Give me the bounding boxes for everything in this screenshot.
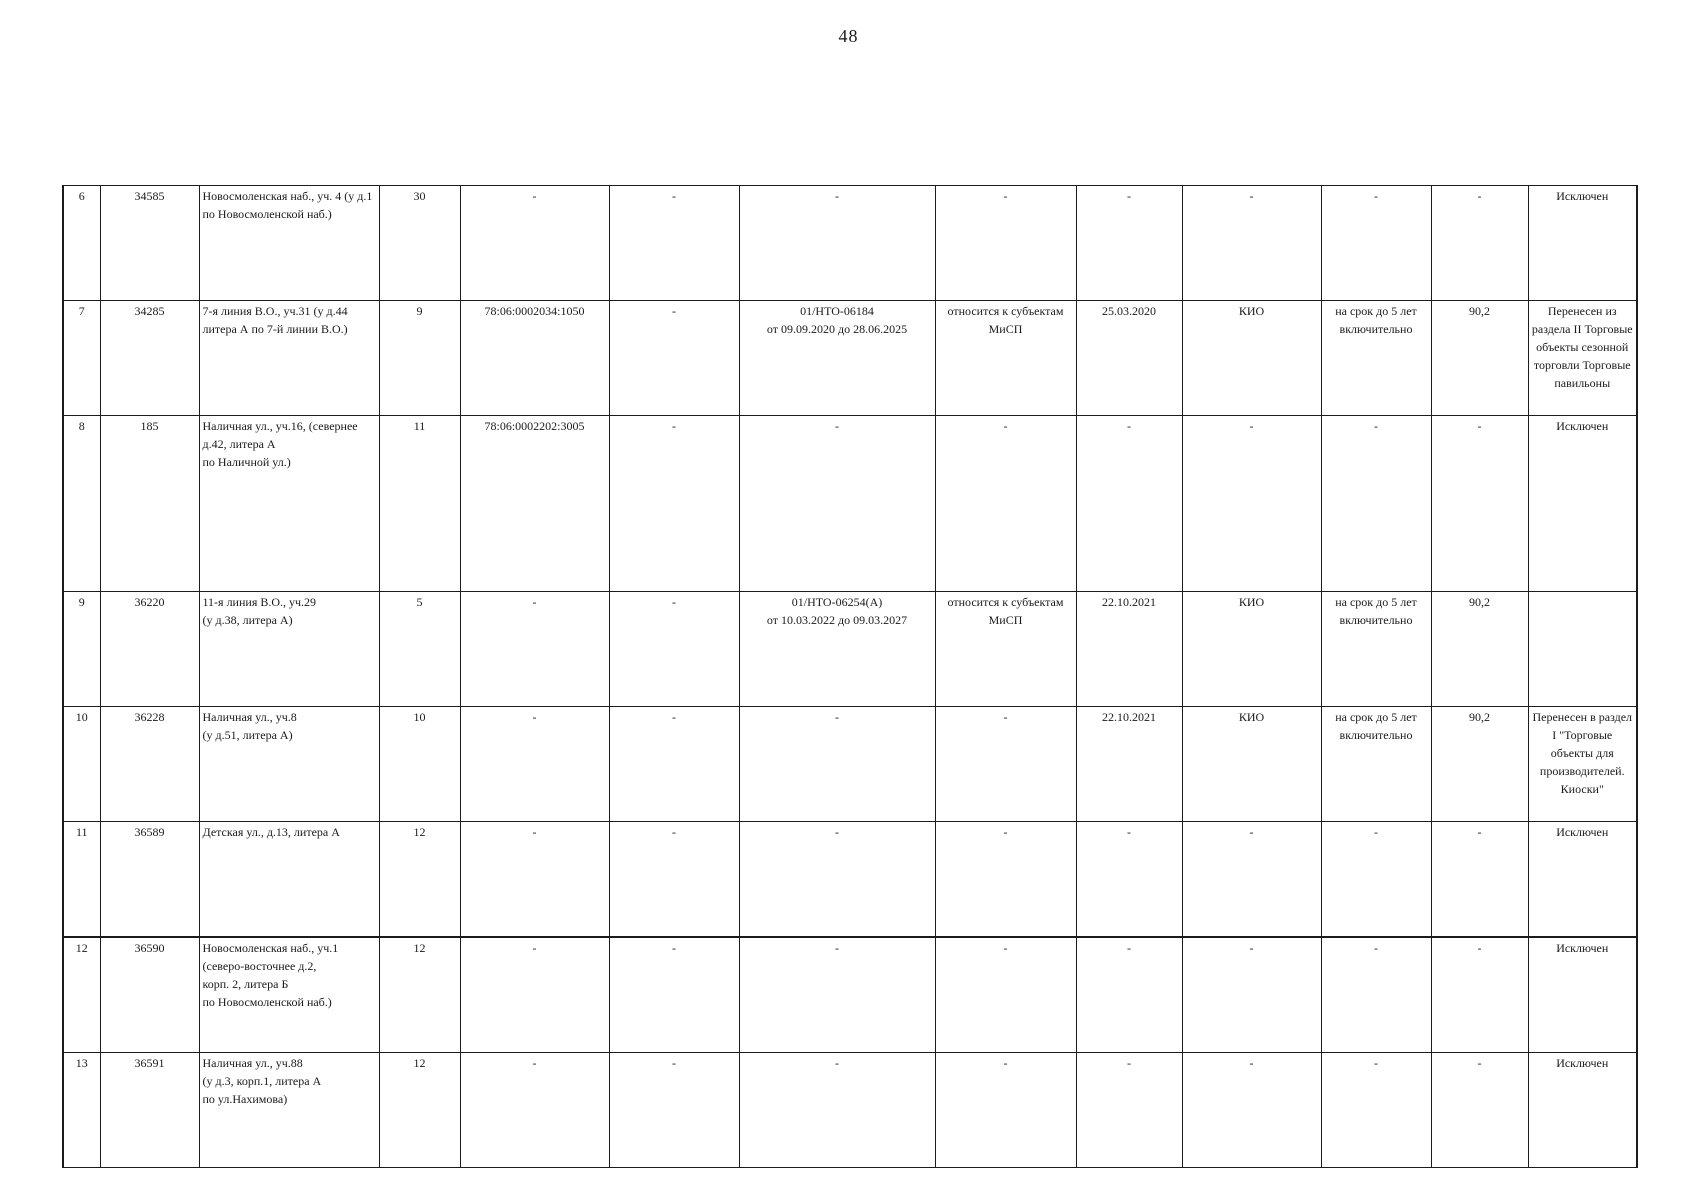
term-cell: - (1321, 1053, 1431, 1168)
percent-cell: 90,2 (1431, 301, 1528, 416)
object-id-cell: 185 (100, 416, 199, 592)
cadastre-cell: - (460, 1053, 609, 1168)
date-cell: 25.03.2020 (1076, 301, 1182, 416)
cadastre-cell: 78:06:0002202:3005 (460, 416, 609, 592)
row-number-cell: 7 (63, 301, 100, 416)
table-row (63, 301, 1637, 416)
area-cell: 12 (379, 1053, 460, 1168)
term-cell: на срок до 5 лет включительно (1321, 707, 1431, 822)
column-6-cell: - (609, 416, 739, 592)
contract-cell: - (739, 822, 935, 938)
contract-cell: 01/НТО-06254(А) от 10.03.2022 до 09.03.2027 (739, 592, 935, 707)
date-cell: 22.10.2021 (1076, 707, 1182, 822)
note-cell: Исключен (1528, 1053, 1637, 1168)
note-cell: Перенесен из раздела II Торговые объекты сезонной торговли Торговые павильоны (1528, 301, 1637, 416)
subject-cell: относится к субъектам МиСП (935, 592, 1076, 707)
date-cell: - (1076, 937, 1182, 1053)
column-6-cell: - (609, 301, 739, 416)
address-cell: Наличная ул., уч.16, (севернее д.42, литера А по Наличной ул.) (199, 416, 379, 592)
cadastre-cell: 78:06:0002034:1050 (460, 301, 609, 416)
term-cell: - (1321, 937, 1431, 1053)
row-number-cell: 9 (63, 592, 100, 707)
column-6-cell: - (609, 937, 739, 1053)
object-id-cell: 34585 (100, 186, 199, 301)
organ-cell: КИО (1182, 301, 1321, 416)
term-cell: - (1321, 822, 1431, 938)
contract-cell: - (739, 937, 935, 1053)
percent-cell: 90,2 (1431, 592, 1528, 707)
table-row (63, 707, 1637, 822)
organ-cell: КИО (1182, 707, 1321, 822)
object-id-cell: 36220 (100, 592, 199, 707)
object-id-cell: 36228 (100, 707, 199, 822)
percent-cell: 90,2 (1431, 707, 1528, 822)
address-cell: 7-я линия В.О., уч.31 (у д.44 литера А по 7-й линии В.О.) (199, 301, 379, 416)
row-number-cell: 10 (63, 707, 100, 822)
percent-cell: - (1431, 1053, 1528, 1168)
area-cell: 30 (379, 186, 460, 301)
column-6-cell: - (609, 1053, 739, 1168)
table-row (63, 937, 1637, 1053)
subject-cell: - (935, 822, 1076, 938)
address-cell: Новосмоленская наб., уч. 4 (у д.1 по Новосмоленской наб.) (199, 186, 379, 301)
date-cell: - (1076, 1053, 1182, 1168)
subject-cell: относится к субъектам МиСП (935, 301, 1076, 416)
term-cell: на срок до 5 лет включительно (1321, 592, 1431, 707)
note-cell: Исключен (1528, 416, 1637, 592)
note-cell: Исключен (1528, 186, 1637, 301)
contract-cell: - (739, 416, 935, 592)
organ-cell: - (1182, 1053, 1321, 1168)
subject-cell: - (935, 1053, 1076, 1168)
subject-cell: - (935, 416, 1076, 592)
page-number: 48 (838, 26, 859, 46)
note-cell: Исключен (1528, 937, 1637, 1053)
table-row (63, 1053, 1637, 1168)
date-cell: - (1076, 416, 1182, 592)
organ-cell: КИО (1182, 592, 1321, 707)
subject-cell: - (935, 186, 1076, 301)
organ-cell: - (1182, 822, 1321, 938)
column-6-cell: - (609, 707, 739, 822)
registry-body (63, 186, 1637, 1168)
table-row (63, 592, 1637, 707)
column-6-cell: - (609, 822, 739, 938)
note-cell (1528, 592, 1637, 707)
address-cell: 11-я линия В.О., уч.29 (у д.38, литера А) (199, 592, 379, 707)
organ-cell: - (1182, 186, 1321, 301)
address-cell: Детская ул., д.13, литера А (199, 822, 379, 938)
registry-table (62, 185, 1638, 1168)
column-6-cell: - (609, 592, 739, 707)
address-cell: Наличная ул., уч.88 (у д.3, корп.1, литера А по ул.Нахимова) (199, 1053, 379, 1168)
object-id-cell: 36591 (100, 1053, 199, 1168)
object-id-cell: 36590 (100, 937, 199, 1053)
percent-cell: - (1431, 822, 1528, 938)
table-row (63, 186, 1637, 301)
subject-cell: - (935, 707, 1076, 822)
contract-cell: - (739, 1053, 935, 1168)
contract-cell: - (739, 186, 935, 301)
percent-cell: - (1431, 186, 1528, 301)
term-cell: - (1321, 416, 1431, 592)
date-cell: - (1076, 822, 1182, 938)
area-cell: 9 (379, 301, 460, 416)
cadastre-cell: - (460, 822, 609, 938)
table-row (63, 416, 1637, 592)
note-cell: Перенесен в раздел I "Торговые объекты для производителей. Киоски" (1528, 707, 1637, 822)
address-cell: Наличная ул., уч.8 (у д.51, литера А) (199, 707, 379, 822)
row-number-cell: 12 (63, 937, 100, 1053)
cadastre-cell: - (460, 186, 609, 301)
percent-cell: - (1431, 937, 1528, 1053)
area-cell: 12 (379, 822, 460, 938)
table-row (63, 822, 1637, 938)
cadastre-cell: - (460, 592, 609, 707)
object-id-cell: 36589 (100, 822, 199, 938)
organ-cell: - (1182, 937, 1321, 1053)
contract-cell: - (739, 707, 935, 822)
area-cell: 11 (379, 416, 460, 592)
term-cell: - (1321, 186, 1431, 301)
row-number-cell: 6 (63, 186, 100, 301)
column-6-cell: - (609, 186, 739, 301)
organ-cell: - (1182, 416, 1321, 592)
area-cell: 10 (379, 707, 460, 822)
cadastre-cell: - (460, 707, 609, 822)
row-number-cell: 8 (63, 416, 100, 592)
area-cell: 12 (379, 937, 460, 1053)
address-cell: Новосмоленская наб., уч.1 (северо-восточнее д.2, корп. 2, литера Б по Новосмоленской наб.) (199, 937, 379, 1053)
contract-cell: 01/НТО-06184 от 09.09.2020 до 28.06.2025 (739, 301, 935, 416)
object-id-cell: 34285 (100, 301, 199, 416)
row-number-cell: 11 (63, 822, 100, 938)
note-cell: Исключен (1528, 822, 1637, 938)
subject-cell: - (935, 937, 1076, 1053)
area-cell: 5 (379, 592, 460, 707)
percent-cell: - (1431, 416, 1528, 592)
date-cell: - (1076, 186, 1182, 301)
term-cell: на срок до 5 лет включительно (1321, 301, 1431, 416)
date-cell: 22.10.2021 (1076, 592, 1182, 707)
row-number-cell: 13 (63, 1053, 100, 1168)
cadastre-cell: - (460, 937, 609, 1053)
